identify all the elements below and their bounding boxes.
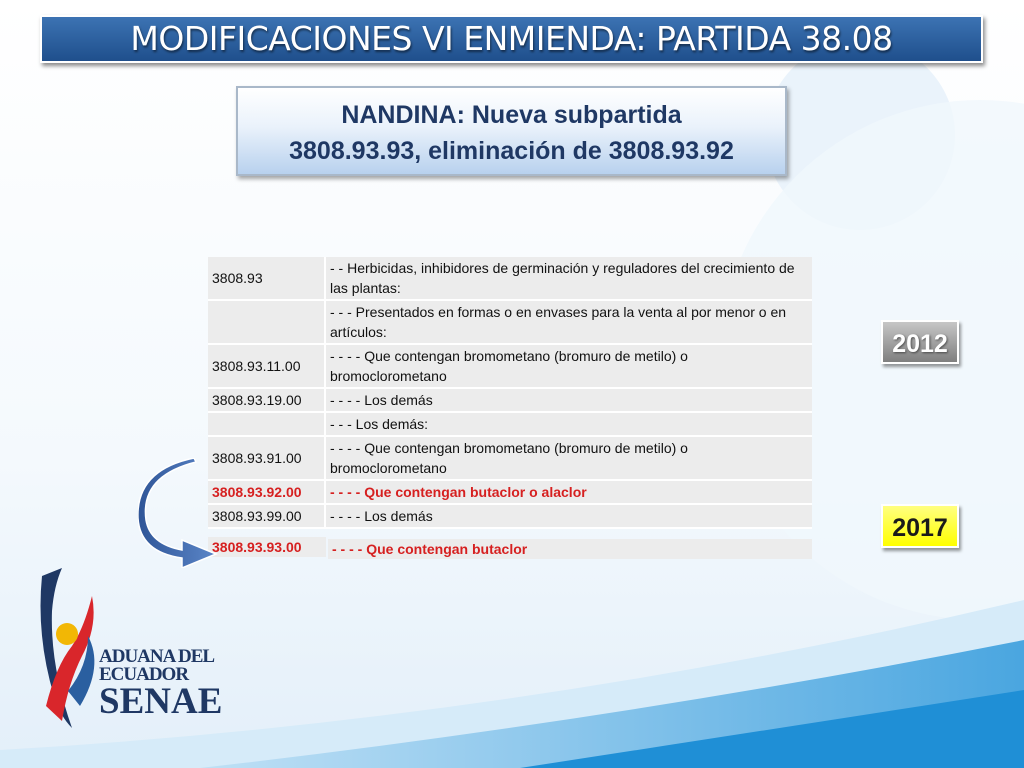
logo-line-2: ECUADOR [99,664,189,685]
year-badge-old: 2012 [881,320,959,364]
table-row [208,345,812,389]
table-row [208,257,812,301]
table-row [208,301,812,345]
slide-title: MODIFICACIONES VI ENMIENDA: PARTIDA 38.08 [130,19,893,58]
tariff-code: 3808.93 [208,257,326,301]
table-row [208,505,812,529]
new-tariff-row [208,537,812,557]
tariff-code [208,301,326,345]
tariff-description: - - - - Los demás [326,505,812,529]
new-tariff-code: 3808.93.93.00 [208,537,326,557]
tariff-table [208,257,812,529]
title-banner [40,15,983,63]
tariff-description: - - Herbicidas, inhibidores de germinación y reguladores del crecimiento de las plantas: [326,257,812,301]
tariff-description: - - - - Que contengan bromometano (bromuro de metilo) o bromoclorometano [326,345,812,389]
tariff-code [208,413,326,437]
logo-line-3: SENAE [99,681,223,722]
table-row-deleted [208,481,812,505]
tariff-description: - - - - Que contengan bromometano (bromuro de metilo) o bromoclorometano [326,437,812,481]
new-tariff-description: - - - - Que contengan butaclor [328,539,812,559]
subtitle-line-2: 3808.93.93, eliminación de 3808.93.92 [289,137,734,165]
table-row [208,389,812,413]
subtitle-line-1: NANDINA: Nueva subpartida [341,101,682,129]
curved-arrow-icon [138,458,218,568]
tariff-code: 3808.93.99.00 [208,505,326,529]
subtitle-box [236,86,787,176]
tariff-description: - - - - Que contengan butaclor o alaclor [326,481,812,505]
tariff-description: - - - - Los demás [326,389,812,413]
tariff-code: 3808.93.92.00 [208,481,326,505]
table-row [208,413,812,437]
tariff-description: - - - Los demás: [326,413,812,437]
year-badge-new: 2017 [881,504,959,548]
logo-line-1: ADUANA DEL [99,646,215,667]
tariff-description: - - - Presentados en formas o en envases para la venta al por menor o en artículos: [326,301,812,345]
tariff-code: 3808.93.19.00 [208,389,326,413]
tariff-code: 3808.93.11.00 [208,345,326,389]
tariff-code: 3808.93.91.00 [208,437,326,481]
table-row [208,437,812,481]
